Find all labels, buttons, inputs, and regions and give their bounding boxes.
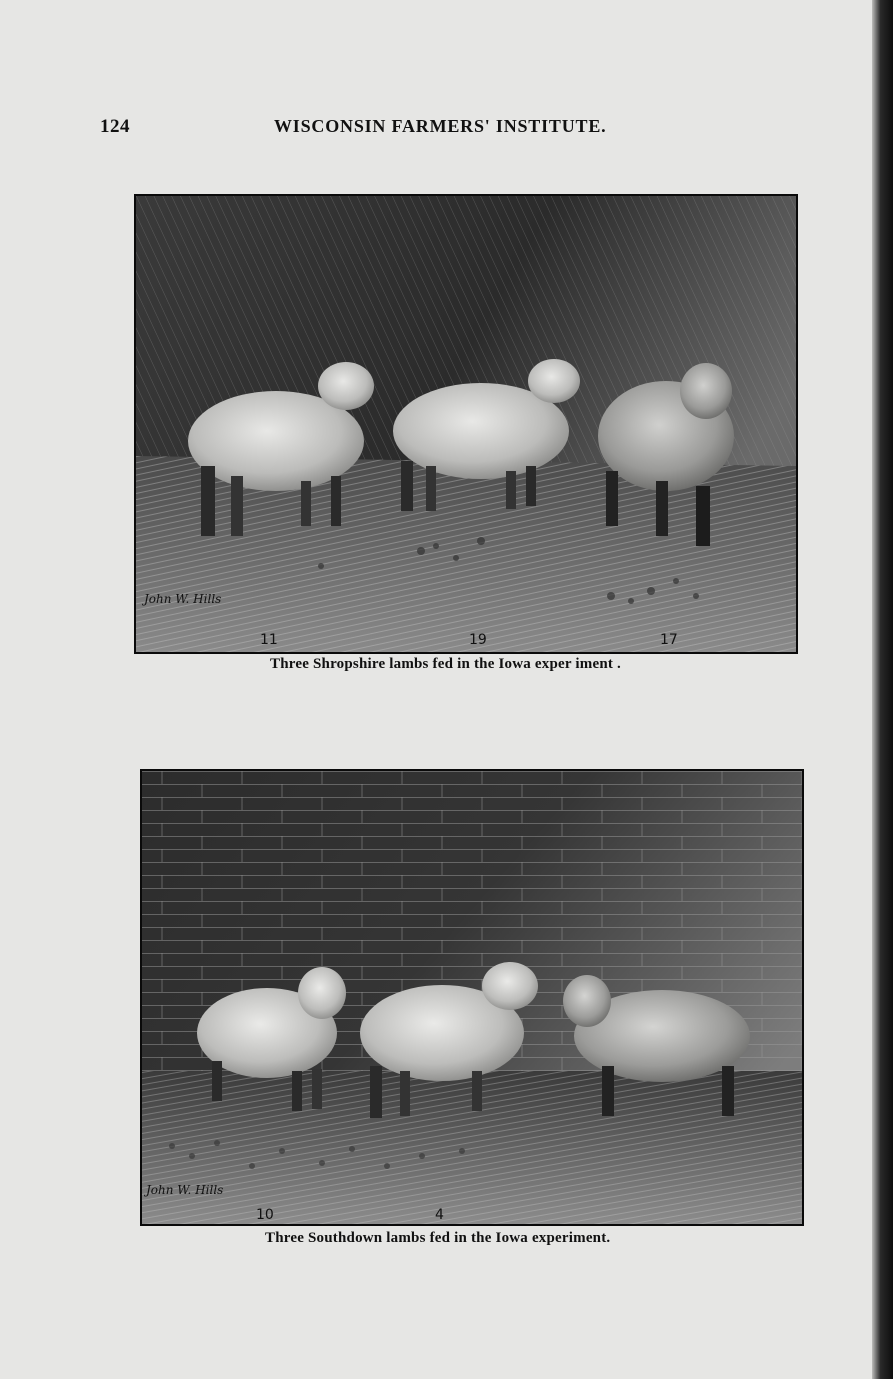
plate-caption: Three Southdown lambs fed in the Iowa experiment. xyxy=(265,1230,611,1246)
lamb-number: 19 xyxy=(469,632,487,648)
shropshire-illustration xyxy=(136,196,796,652)
plate-caption: Three Shropshire lambs fed in the Iowa exper iment . xyxy=(270,656,621,672)
lamb-number: 17 xyxy=(660,632,678,648)
scan-edge-shadow xyxy=(872,0,893,1379)
running-head: WISCONSIN FARMERS' INSTITUTE. xyxy=(274,116,607,136)
lamb-number: 4 xyxy=(435,1207,444,1223)
lamb-number: 11 xyxy=(260,632,278,648)
southdown-lambs-engraving xyxy=(140,769,804,1226)
page-number: 124 xyxy=(100,116,130,137)
lamb-number: 10 xyxy=(256,1207,274,1223)
engraver-signature: John W. Hills xyxy=(146,1183,224,1197)
shropshire-lambs-engraving xyxy=(134,194,798,654)
engraver-signature: John W. Hills xyxy=(144,592,222,606)
southdown-illustration xyxy=(142,771,802,1224)
